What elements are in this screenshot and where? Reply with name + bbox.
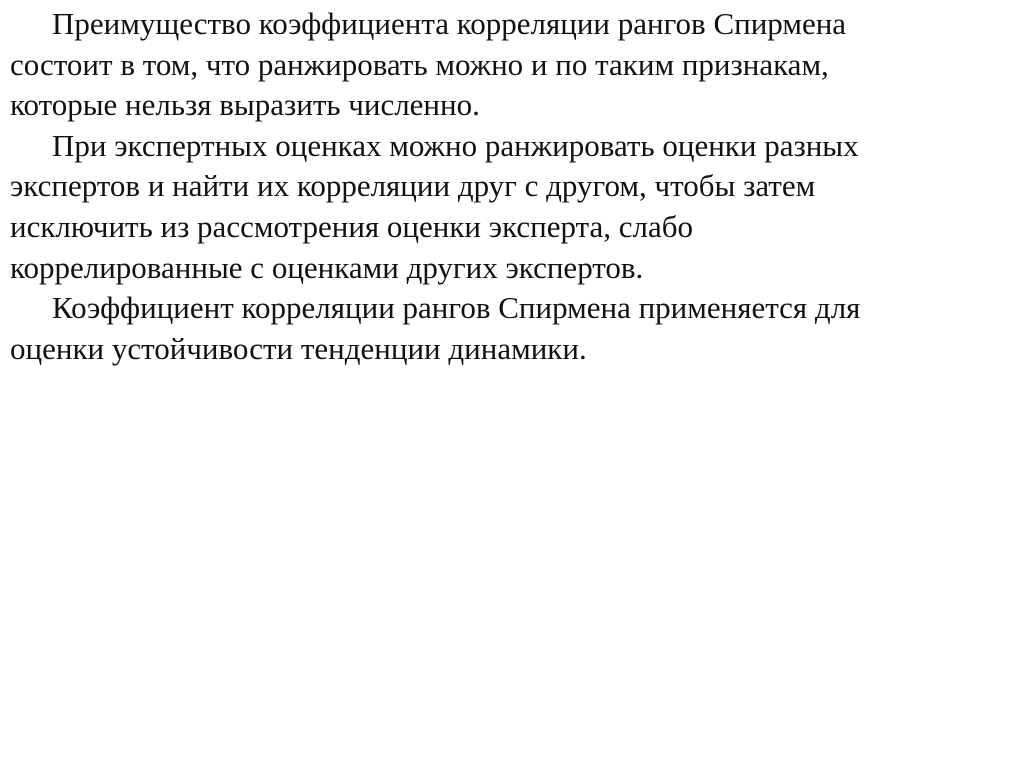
- text-line: коррелированные с оценками других экспертов.: [10, 249, 644, 285]
- text-line: экспертов и найти их корреляции друг с другом, чтобы затем: [10, 168, 816, 204]
- text-line: которые нельзя выразить численно.: [10, 87, 480, 123]
- slide-text: [10, 4, 1000, 369]
- text-line: При экспертных оценках можно ранжировать оценки разных: [52, 127, 859, 163]
- text-line: Коэффициент корреляции рангов Спирмена применяется для: [52, 290, 861, 326]
- text-line: исключить из рассмотрения оценки эксперта, слабо: [10, 208, 693, 244]
- paragraph-expert-assessments: [10, 126, 1000, 288]
- paragraph-trend-stability: [10, 288, 1000, 369]
- text-line: оценки устойчивости тенденции динамики.: [10, 330, 587, 366]
- text-line: состоит в том, что ранжировать можно и по таким признакам,: [10, 46, 829, 82]
- text-line: Преимущество коэффициента корреляции рангов Спирмена: [52, 6, 847, 41]
- paragraph-spearman-advantage: [10, 4, 1000, 126]
